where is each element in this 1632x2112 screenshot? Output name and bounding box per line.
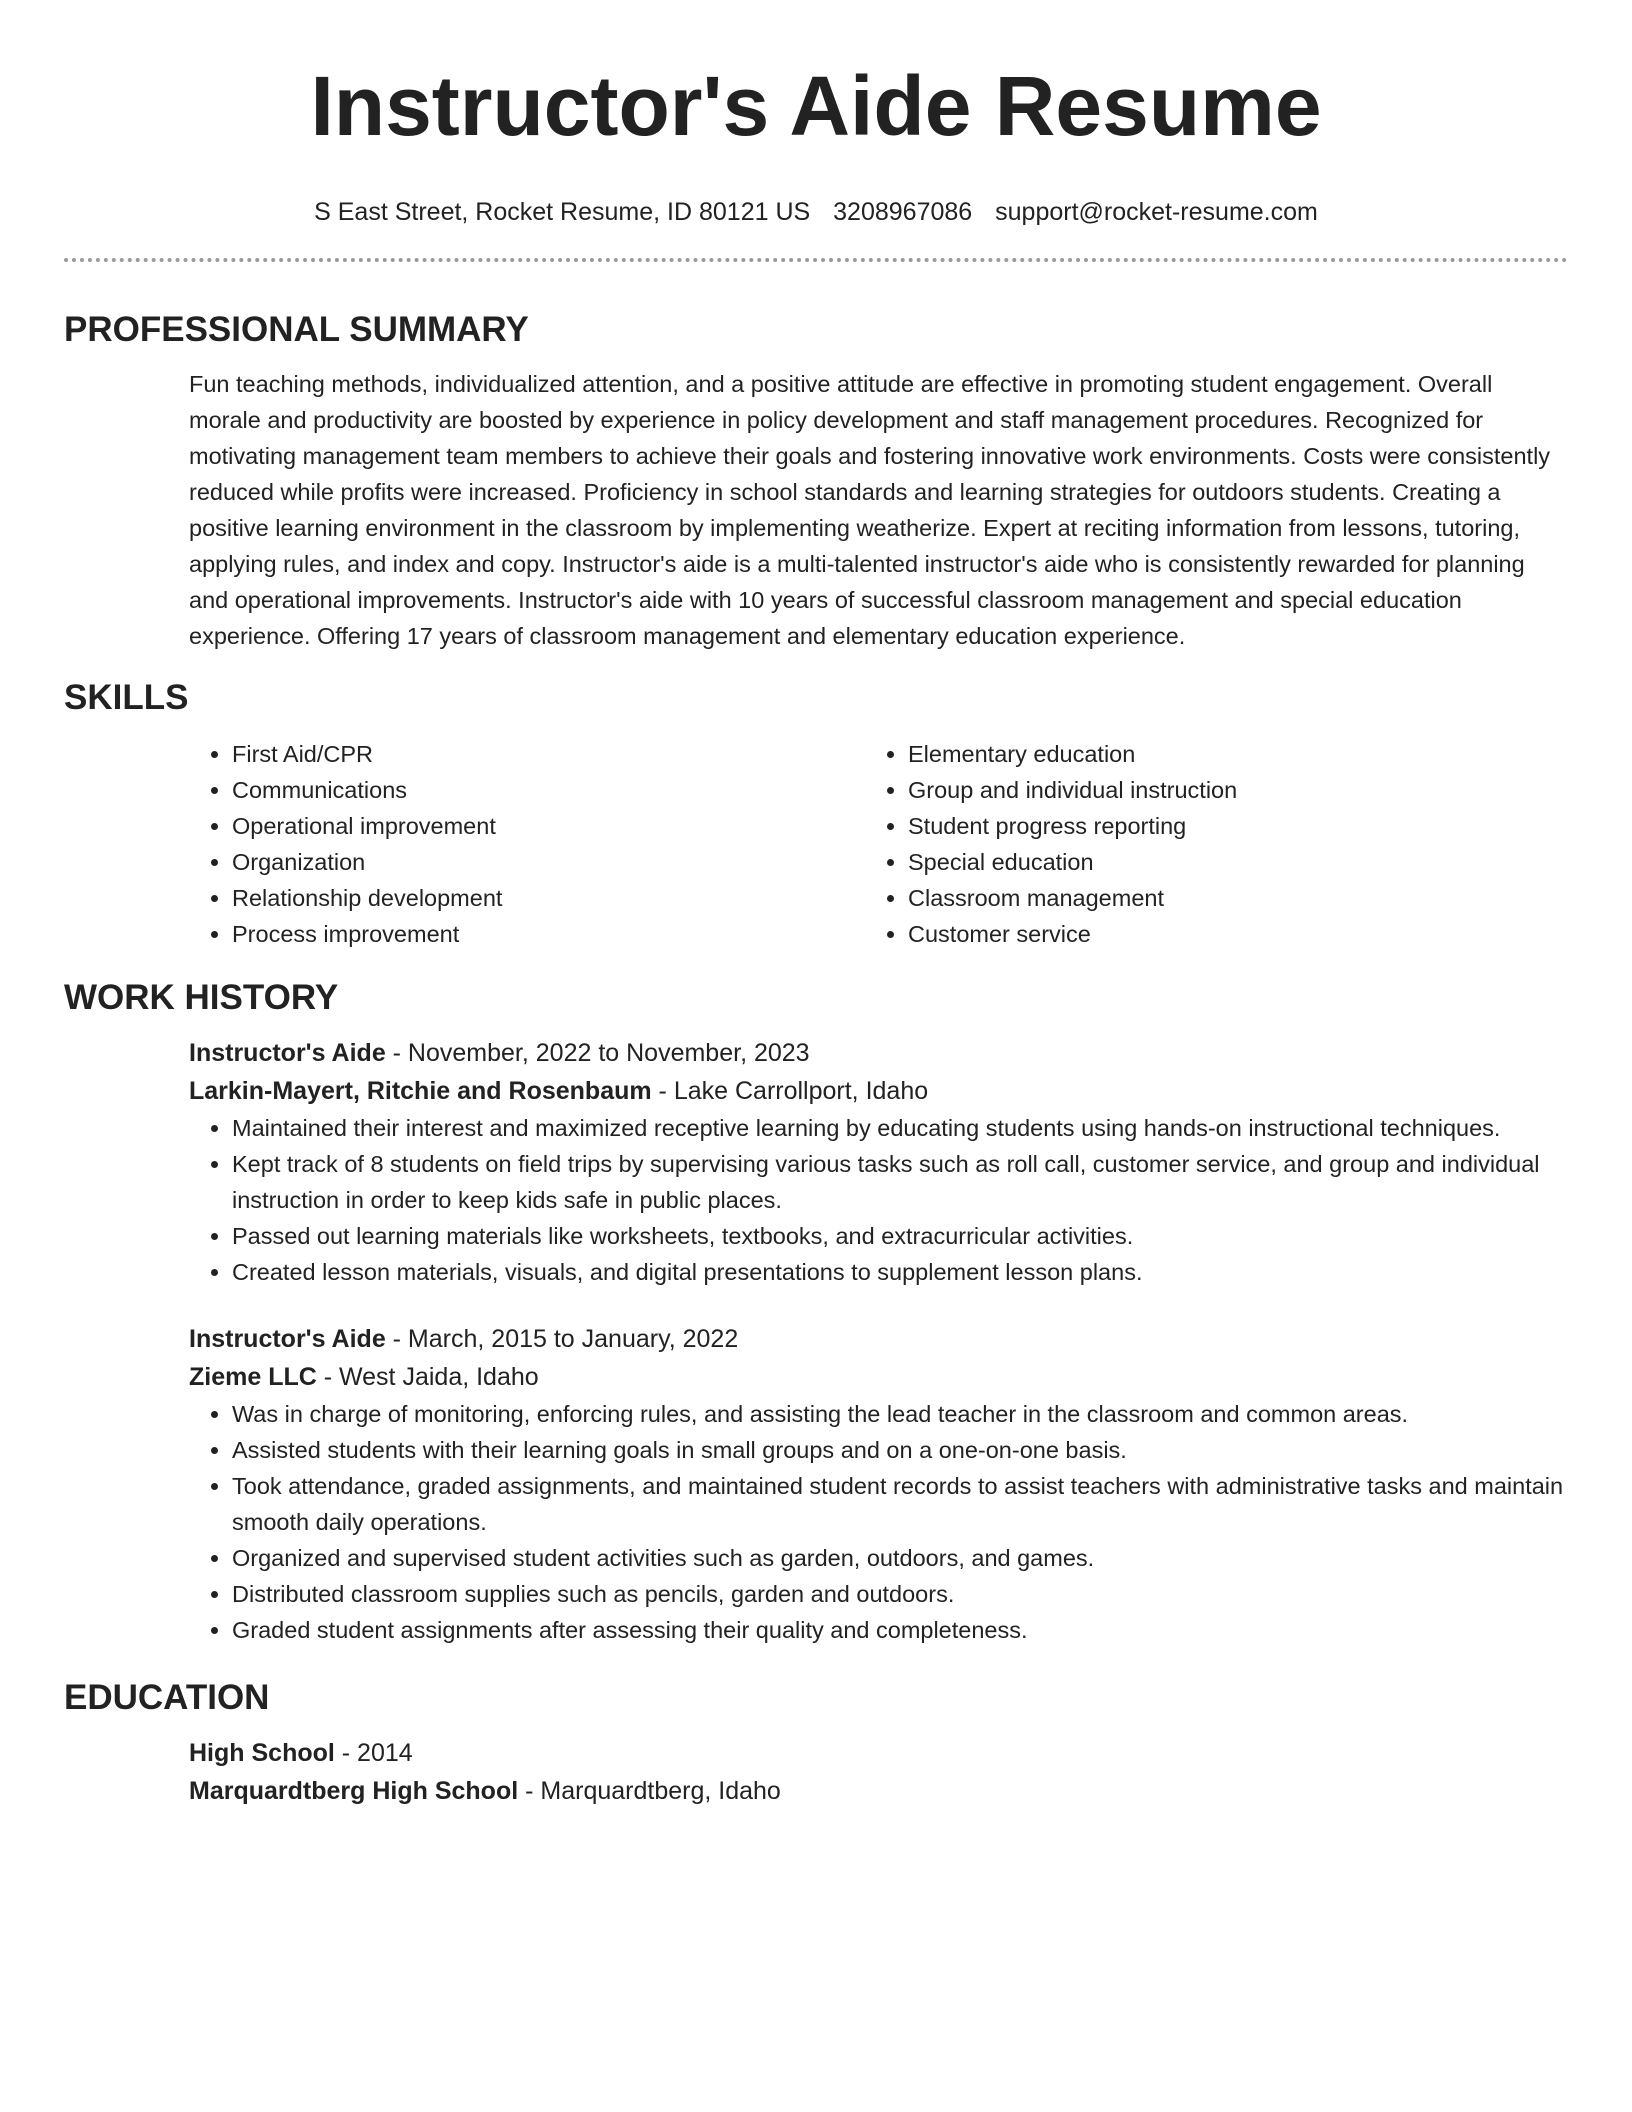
skills-column-left [189,736,865,952]
job-duties-list [64,1396,1568,1648]
job-duty-item: • Was in charge of monitoring, enforcing rules, and assisting the lead teacher in the classroom and common areas. [232,1396,1568,1432]
job-duty-item: • Distributed classroom supplies such as pencils, garden and outdoors. [232,1576,1568,1612]
job-company-line [189,1358,1568,1396]
education-entry [64,1734,1568,1810]
job-duty-item: • Created lesson materials, visuals, and digital presentations to supplement lesson plans. [232,1254,1568,1290]
work-history-section [64,976,1568,1648]
job-duties-list [64,1110,1568,1290]
job-position: Instructor's Aide [189,1325,386,1353]
skills-list-left [189,736,865,952]
job-entry [64,1034,1568,1290]
header-divider [64,258,1568,262]
job-location: - West Jaida, Idaho [316,1363,539,1391]
contact-email: support@rocket-resume.com [995,198,1318,226]
job-duty-item: • Kept track of 8 students on field trips by supervising various tasks such as roll call, customer service, and group and individual instruction in order to keep kids safe in public places. [232,1146,1568,1218]
skills-grid [64,736,1568,952]
skill-item: • Relationship development [232,880,865,916]
education-degree: High School [189,1739,335,1767]
summary-heading: PROFESSIONAL SUMMARY [64,310,529,349]
skill-item: • Special education [908,844,1541,880]
education-heading: EDUCATION [64,1678,270,1717]
job-position: Instructor's Aide [189,1039,386,1067]
skill-item: • Group and individual instruction [908,772,1541,808]
skill-item: • Elementary education [908,736,1541,772]
job-entry [64,1320,1568,1648]
work-history-heading: WORK HISTORY [64,978,339,1017]
job-location: - Lake Carrollport, Idaho [651,1077,929,1105]
skill-item: • Operational improvement [232,808,865,844]
job-company-line [189,1072,1568,1110]
resume-title: Instructor's Aide Resume [310,59,1322,153]
skill-item: • Customer service [908,916,1541,952]
skills-heading: SKILLS [64,678,189,717]
skills-list-right [865,736,1541,952]
job-duty-item: • Took attendance, graded assignments, and maintained student records to assist teachers with administrative tasks and maintain smooth daily operations. [232,1468,1568,1540]
education-section [64,1676,1568,1810]
skills-column-right [865,736,1541,952]
job-duty-item: • Assisted students with their learning goals in small groups and on a one-on-one basis. [232,1432,1568,1468]
job-duty-item: • Maintained their interest and maximized receptive learning by educating students using hands-on instructional techniques. [232,1110,1568,1146]
job-dates: - November, 2022 to November, 2023 [385,1039,810,1067]
skill-item: • Process improvement [232,916,865,952]
job-duty-item: • Organized and supervised student activities such as garden, outdoors, and games. [232,1540,1568,1576]
education-degree-line [189,1734,1568,1772]
job-title-line [189,1320,1568,1358]
skills-section [64,676,1568,952]
skill-item: • First Aid/CPR [232,736,865,772]
education-location: - Marquardtberg, Idaho [518,1777,781,1805]
education-school-line [189,1772,1568,1810]
job-dates: - March, 2015 to January, 2022 [385,1325,739,1353]
contact-line [64,196,1568,228]
contact-address: S East Street, Rocket Resume, ID 80121 US [314,198,811,226]
contact-phone: 3208967086 [833,198,973,226]
education-year: - 2014 [334,1739,413,1767]
skill-item: • Organization [232,844,865,880]
summary-section [64,308,1568,654]
summary-text: Fun teaching methods, individualized attention, and a positive attitude are effective in promoting student engagement. Overall morale and productivity are boosted by experience in policy development and staff management procedures. Recognized for motivating management team members to achieve their goals and fostering innovative work environments. Costs were consistently reduced while profits were increased. Proficiency in school standards and learning strategies for outdoors students. Creating a positive learning environment in the classroom by implementing weatherize. Expert at reciting information from lessons, tutoring, applying rules, and index and copy. Instructor's aide is a multi-talented instructor's aide who is consistently rewarded for planning and operational improvements. Instructor's aide with 10 years of successful classroom management and special education experience. Offering 17 years of classroom management and elementary education experience. [189,371,1551,649]
job-company: Larkin-Mayert, Ritchie and Rosenbaum [189,1077,652,1105]
skill-item: • Communications [232,772,865,808]
job-company: Zieme LLC [189,1363,317,1391]
education-school: Marquardtberg High School [189,1777,519,1805]
job-title-line [189,1034,1568,1072]
job-duty-item: • Passed out learning materials like worksheets, textbooks, and extracurricular activities. [232,1218,1568,1254]
skill-item: • Student progress reporting [908,808,1541,844]
skill-item: • Classroom management [908,880,1541,916]
job-duty-item: • Graded student assignments after assessing their quality and completeness. [232,1612,1568,1648]
